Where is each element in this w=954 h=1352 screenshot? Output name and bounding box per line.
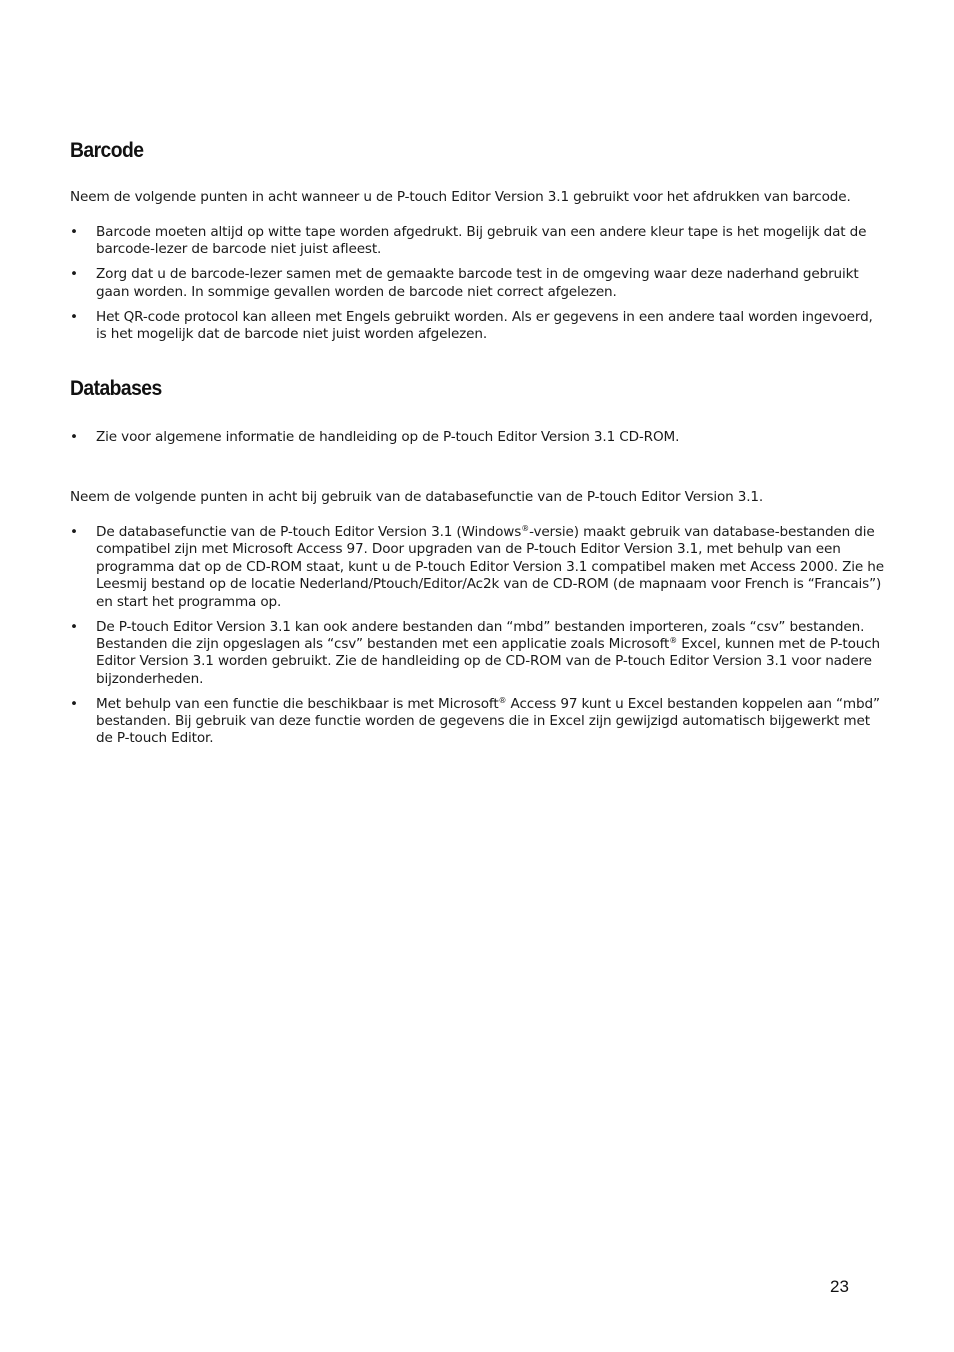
bullet-mark: • [70,308,78,325]
registered-mark: ® [521,524,530,533]
list-item-text [96,696,880,747]
barcode-bullet-list [70,224,885,351]
list-item-text [96,524,884,610]
barcode-intro: Neem de volgende punten in acht wanneer u de P-touch Editor Version 3.1 gebruikt voor het afdrukken van barcode. [70,189,851,205]
barcode-heading: Barcode [70,139,144,162]
registered-mark: ® [498,695,507,705]
list-item [70,266,885,301]
databases-heading: Databases [70,377,162,400]
list-item-text: Het QR-code protocol kan alleen met Engels gebruikt worden. Als er gegevens in een andere taal worden ingevoerd, is het mogelijk dat de barcode niet juist worden afgelezen. [96,308,873,343]
list-item-text [96,619,880,687]
bullet-mark: • [70,266,78,283]
text-fragment: Access 97 kunt u Excel bestanden koppelen aan “mbd” bestanden. Bij gebruik van deze functie worden de gegevens die in Excel zijn gewijzigd automatisch bijgewerkt met de P-touch Editor. [96,695,880,747]
bullet-mark: • [70,618,78,635]
bullet-mark: • [70,695,78,712]
list-item-text: Barcode moeten altijd op witte tape worden afgedrukt. Bij gebruik van een andere kleur tape is het mogelijk dat de barcode-lezer de barcode niet juist afleest. [96,224,867,258]
text-fragment: -versie) maakt gebruik van database-bestanden die compatibel zijn met Microsoft Access 97. Door upgraden van de P-touch Editor Version 3.1, met behulp van een programma dat op de CD-ROM staat, kunt u de P-touch Editor Version 3.1 compatibel maken met Access 2000. Zie he Leesmij bestand op de locatie Nederland/Ptouch/Editor/Ac2k van de CD-ROM (de mapnaam voor French is “Francais”) en start het programma op. [96,524,884,610]
registered-mark: ® [669,635,678,645]
bullet-mark: • [70,429,78,445]
databases-bullet-list [70,524,885,755]
list-item-text: Zorg dat u de barcode-lezer samen met de gemaakte barcode test in de omgeving waar deze naderhand gebruikt gaan worden. In sommige gevallen worden de barcode niet correct afgelezen. [96,266,859,300]
list-item [70,429,885,446]
bullet-mark: • [70,524,78,540]
databases-intro: Neem de volgende punten in acht bij gebruik van de databasefunctie van de P-touch Editor Version 3.1. [70,489,764,505]
text-fragment: De P-touch Editor Version 3.1 kan ook andere bestanden dan “mbd” bestanden importeren, zoals “csv” bestanden. Bestanden die zijn opgeslagen als “csv” bestanden met een applicatie zoals Microsoft [96,618,865,652]
list-item [70,619,885,689]
text-fragment: De databasefunctie van de P-touch Editor Version 3.1 (Windows [96,524,522,540]
list-item [70,224,885,259]
list-item [70,309,885,344]
page-number: 23 [830,1277,849,1296]
text-fragment: Excel, kunnen met de P-touch Editor Version 3.1 worden gebruikt. Zie de handleiding op de CD-ROM van de P-touch Editor Version 3.1 voor nadere bijzonderheden. [96,635,880,687]
list-item [70,696,885,748]
databases-general-list [70,429,885,454]
text-fragment: Met behulp van een functie die beschikbaar is met Microsoft [96,695,499,712]
bullet-mark: • [70,224,78,240]
list-item-text: Zie voor algemene informatie de handleiding op de P-touch Editor Version 3.1 CD-ROM. [96,429,680,445]
list-item [70,524,885,611]
